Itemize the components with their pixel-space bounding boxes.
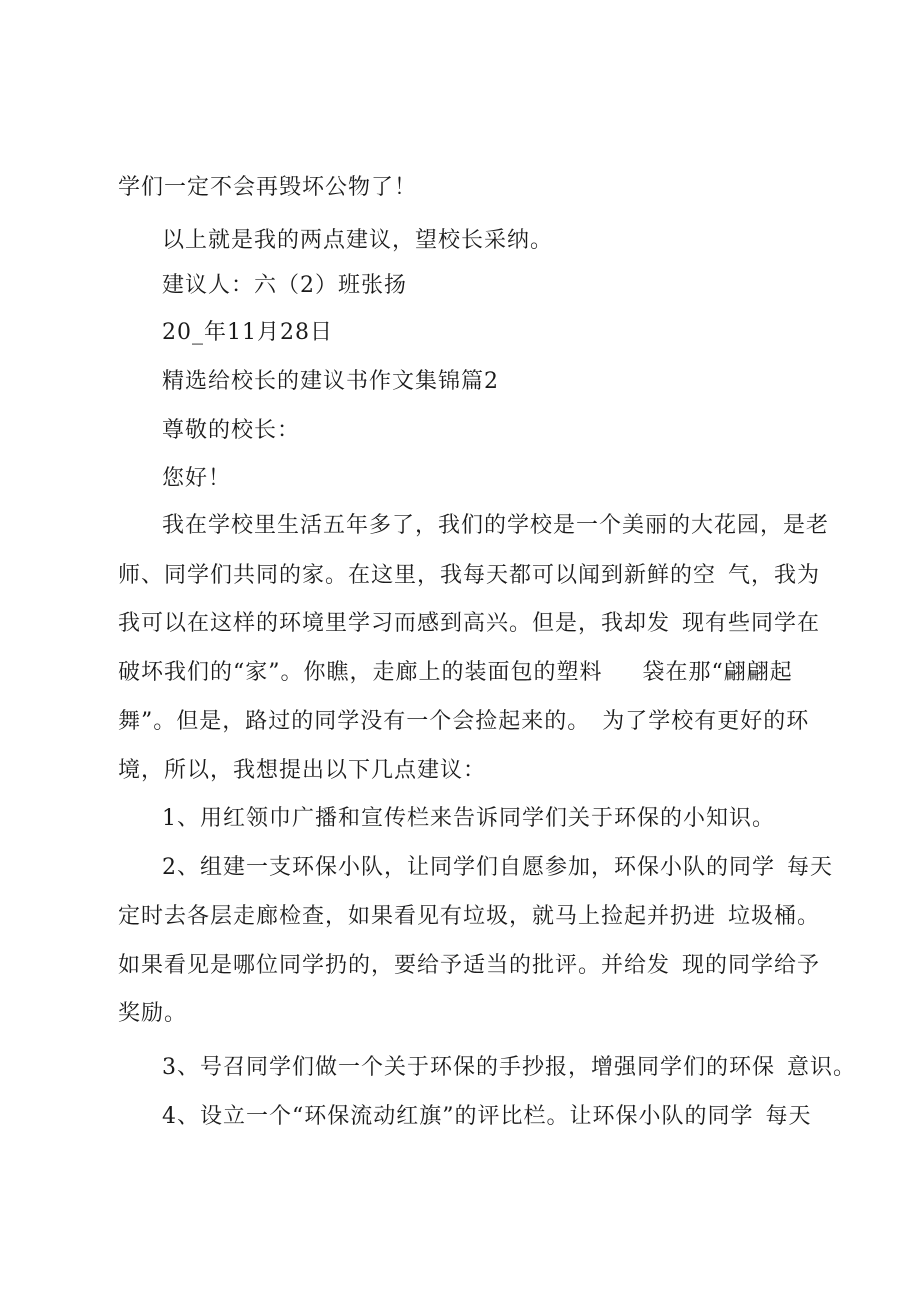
paragraph-line: 以上就是我的两点建议，望校长采纳。 [162,228,554,253]
paragraph-line: 奖励。 [118,1001,188,1026]
section-title: 精选给校长的建议书作文集锦篇2 [162,369,499,394]
paragraph-line: 破坏我们的“家”。你瞧，走廊上的装面包的塑料 袋在那“翩翩起 [118,660,793,685]
paragraph-line: 舞”。但是，路过的同学没有一个会捡起来的。 为了学校有更好的环 [118,709,810,734]
list-item: 2、组建一支环保小队，让同学们自愿参加，环保小队的同学 每天 [162,855,834,880]
list-item: 4、设立一个“环保流动红旗”的评比栏。让环保小队的同学 每天 [162,1104,812,1129]
list-item: 1、用红领巾广播和宣传栏来告诉同学们关于环保的小知识。 [162,806,775,831]
date-line: 20_年11月28日 [162,320,333,345]
paragraph-line: 学们一定不会再毁坏公物了！ [118,175,418,200]
salutation: 尊敬的校长： [162,418,301,443]
paragraph-line: 如果看见是哪位同学扔的，要给予适当的批评。并给发 现的同学给予 [118,953,821,978]
greeting: 您好！ [162,466,232,491]
paragraph-line: 我在学校里生活五年多了，我们的学校是一个美丽的大花园，是老 [162,513,830,538]
list-item: 3、号召同学们做一个关于环保的手抄报，增强同学们的环保 意识。 [162,1055,857,1080]
paragraph-line: 境，所以，我想提出以下几点建议： [118,758,487,783]
paragraph-line: 定时去各层走廊检查，如果看见有垃圾，就马上捡起并扔进 垃圾桶。 [118,904,821,929]
signature-line: 建议人：六（2）班张扬 [162,273,407,298]
paragraph-line: 师、同学们共同的家。在这里，我每天都可以闻到新鲜的空 气，我为 [118,563,821,588]
paragraph-line: 我可以在这样的环境里学习而感到高兴。但是，我却发 现有些同学在 [118,611,821,636]
